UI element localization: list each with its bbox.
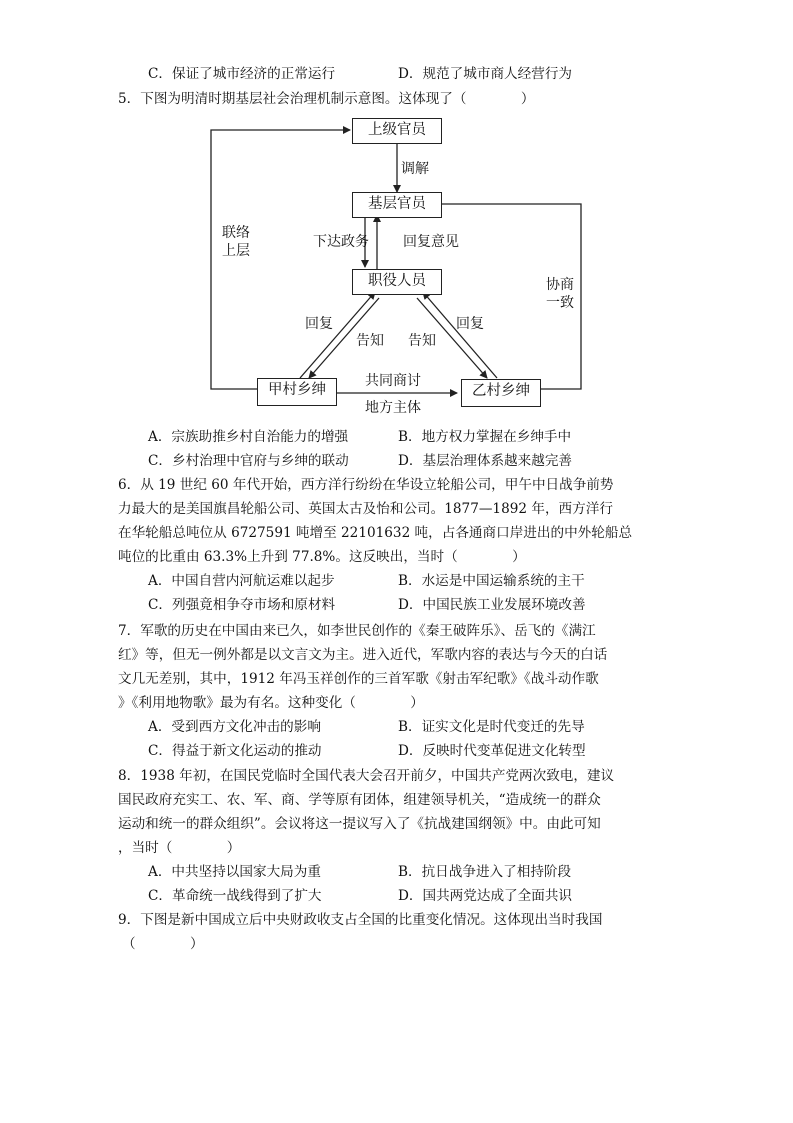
q9-line: （ ）	[122, 936, 204, 952]
q7-option-a: A．受到西方文化冲击的影响	[148, 719, 321, 735]
governance-diagram	[205, 112, 600, 422]
q8-option-d: D．国共两党达成了全面共识	[398, 888, 573, 904]
box-staff: 职役人员	[352, 269, 442, 295]
q7-option-d: D．反映时代变革促进文化转型	[398, 743, 586, 759]
q9-line: 9．下图是新中国成立后中央财政收支占全国的比重变化情况。这体现出当时我国	[118, 912, 603, 928]
q6-line: 力最大的是美国旗昌轮船公司、英国太古及怡和公司。1877—1892 年，西方洋行	[118, 501, 613, 517]
box-superior-officials: 上级官员	[352, 118, 442, 144]
q8-line: 8．1938 年初，在国民党临时全国代表大会召开前夕，中国共产党两次致电，建议	[118, 768, 615, 784]
label-notify-left: 告知	[356, 333, 384, 349]
label-issue: 下达政务	[313, 234, 369, 250]
q8-line: ，当时（ ）	[118, 840, 241, 856]
label-reply-opinion: 回复意见	[403, 234, 459, 250]
q7-option-c: C．得益于新文化运动的推动	[148, 743, 322, 759]
q8-option-a: A．中共坚持以国家大局为重	[148, 864, 321, 880]
box-village-b-gentry: 乙村乡绅	[461, 379, 541, 407]
label-mediate: 调解	[401, 161, 429, 177]
q8-line: 国民政府充实工、农、军、商、学等原有团体，组建领导机关，“造成统一的群众	[118, 792, 601, 808]
q8-option-c: C．革命统一战线得到了扩大	[148, 888, 322, 904]
label-main-body: 地方主体	[365, 400, 421, 416]
q4-option-d: D．规范了城市商人经营行为	[398, 66, 573, 82]
q7-line: 红》等，但无一例外都是以文言文为主。进入近代，军歌内容的表达与今天的白话	[118, 647, 608, 663]
box-village-a-gentry: 甲村乡绅	[257, 378, 337, 406]
q7-line: 文几无差别，其中，1912 年冯玉祥创作的三首军歌《射击军纪歌》《战斗动作歌	[118, 671, 599, 687]
q7-line: 》《利用地物歌》最为有名。这种变化（ ）	[118, 695, 424, 711]
label-reply-left: 回复	[305, 316, 333, 332]
q6-line: 6．从 19 世纪 60 年代开始，西方洋行纷纷在华设立轮船公司，甲午中日战争前势	[118, 477, 614, 493]
q6-line: 吨位的比重由 63.3%上升到 77.8%。这反映出，当时（ ）	[118, 549, 526, 565]
q7-line: 7．军歌的历史在中国由来已久，如李世民创作的《秦王破阵乐》、岳飞的《满江	[118, 623, 596, 639]
q6-line: 在华轮船总吨位从 6727591 吨增至 22101632 吨，占各通商口岸进出的中外轮船总	[118, 525, 633, 541]
q4-option-c: C．保证了城市经济的正常运行	[148, 66, 336, 82]
q5-option-b: B．地方权力掌握在乡绅手中	[398, 429, 572, 445]
label-liaison: 联络上层	[222, 225, 250, 259]
q5-stem: 5．下图为明清时期基层社会治理机制示意图。这体现了（ ）	[118, 91, 535, 107]
q6-option-a: A．中国自营内河航运难以起步	[148, 573, 335, 589]
q7-option-b: B．证实文化是时代变迁的先导	[398, 719, 585, 735]
label-reply-right: 回复	[456, 316, 484, 332]
box-grassroots-officials: 基层官员	[352, 192, 442, 218]
q8-option-b: B．抗日战争进入了相持阶段	[398, 864, 572, 880]
q6-option-b: B．水运是中国运输系统的主干	[398, 573, 585, 589]
q6-option-c: C．列强竟相争夺市场和原材料	[148, 597, 336, 613]
q5-option-c: C．乡村治理中官府与乡绅的联动	[148, 453, 349, 469]
label-notify-right: 告知	[408, 333, 436, 349]
q6-option-d: D．中国民族工业发展环境改善	[398, 597, 586, 613]
q5-option-a: A．宗族助推乡村自治能力的增强	[148, 429, 349, 445]
label-negotiate: 协商一致	[546, 277, 574, 311]
label-discuss: 共同商讨	[365, 373, 421, 389]
q5-option-d: D．基层治理体系越来越完善	[398, 453, 573, 469]
q8-line: 运动和统一的群众组织”。会议将这一提议写入了《抗战建国纲领》中。由此可知	[118, 816, 601, 832]
